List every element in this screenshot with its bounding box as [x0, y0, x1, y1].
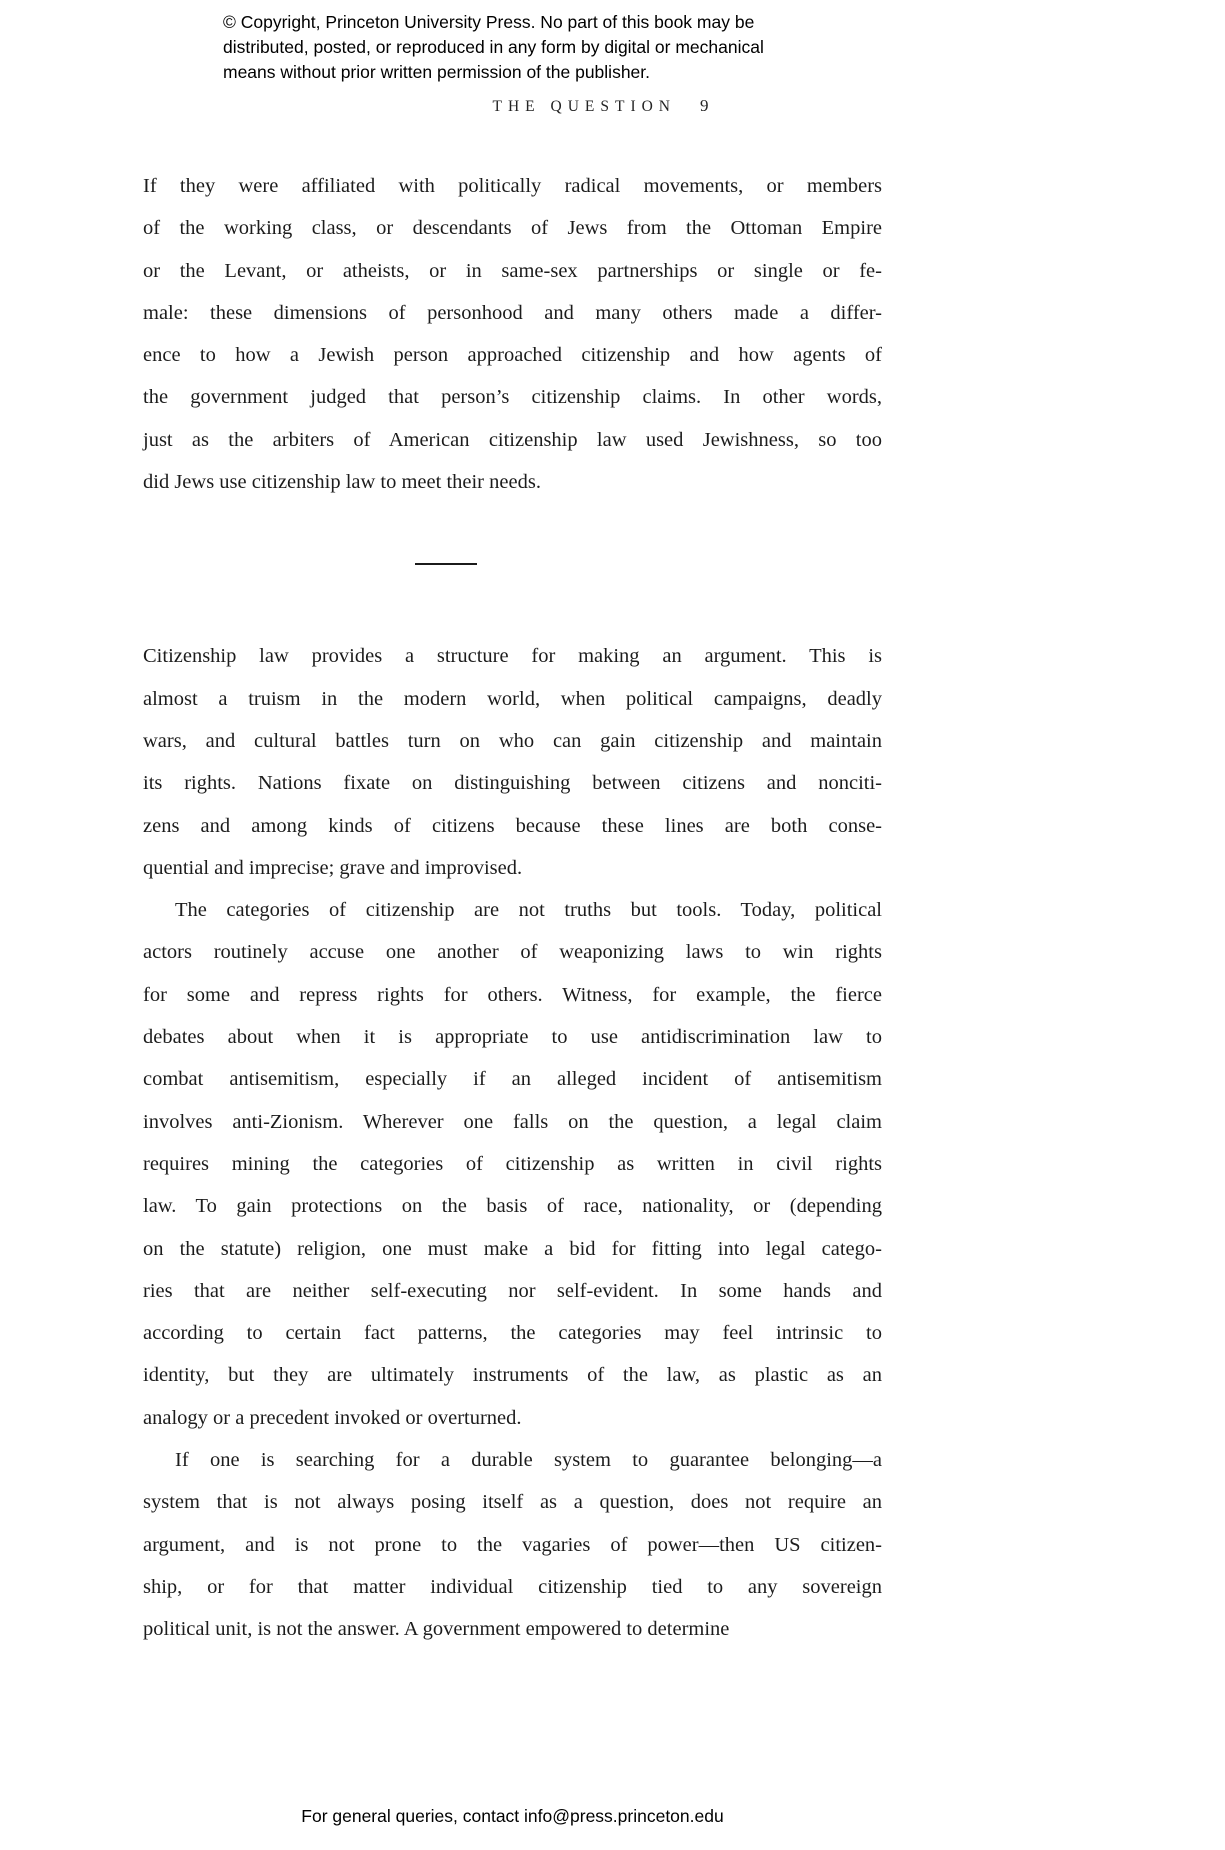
text-line: political unit, is not the answer. A government empowered to determine — [143, 1618, 730, 1641]
text-line: zens and among kinds of citizens because these lines are both conse- — [143, 814, 882, 837]
text-line: quential and imprecise; grave and improvised. — [143, 856, 523, 879]
footer-contact: For general queries, contact info@press.princeton.edu — [301, 1806, 724, 1826]
text-line: argument, and is not prone to the vagaries of power—then US citizen- — [143, 1533, 882, 1556]
text-line: analogy or a precedent invoked or overturned. — [143, 1406, 522, 1429]
text-line: If they were affiliated with politically radical movements, or members — [143, 175, 882, 197]
text-line: for some and repress rights for others. Witness, for example, the fierce — [143, 983, 882, 1006]
text-line: combat antisemitism, especially if an alleged incident of antisemitism — [143, 1068, 882, 1091]
text-line: If one is searching for a durable system to guarantee belonging—a — [175, 1449, 882, 1472]
copyright-line: © Copyright, Princeton University Press. No part of this book may be — [223, 12, 755, 32]
text-line: ence to how a Jewish person approached citizenship and how agents of — [143, 344, 882, 367]
section-divider — [415, 563, 477, 565]
paragraph — [143, 1439, 882, 1650]
text-line: or the Levant, or atheists, or in same-sex partnerships or single or fe- — [143, 259, 882, 282]
text-line: identity, but they are ultimately instruments of the law, as plastic as an — [143, 1364, 882, 1387]
paragraph — [143, 635, 882, 889]
page-number: 9 — [700, 96, 709, 115]
running-head — [231, 96, 970, 116]
text-line: male: these dimensions of personhood and many others made a differ- — [143, 301, 882, 324]
paragraph — [143, 889, 882, 1439]
text-line: ries that are neither self-executing nor self-evident. In some hands and — [143, 1279, 882, 1302]
text-line: its rights. Nations fixate on distinguishing between citizens and nonciti- — [143, 772, 882, 795]
text-line: The categories of citizenship are not truths but tools. Today, political — [175, 899, 882, 922]
text-line: according to certain fact patterns, the categories may feel intrinsic to — [143, 1322, 882, 1345]
text-line: almost a truism in the modern world, when political campaigns, deadly — [143, 687, 882, 710]
text-line: system that is not always posing itself as a question, does not require an — [143, 1491, 882, 1514]
text-line: just as the arbiters of American citizenship law used Jewishness, so too — [143, 428, 882, 451]
text-line: debates about when it is appropriate to use antidiscrimination law to — [143, 1026, 882, 1049]
text-line: ship, or for that matter individual citizenship tied to any sovereign — [143, 1575, 882, 1598]
text-line: the government judged that person’s citizenship claims. In other words, — [143, 386, 882, 409]
text-line: Citizenship law provides a structure for making an argument. This is — [143, 645, 882, 668]
text-line: involves anti-Zionism. Wherever one falls on the question, a legal claim — [143, 1110, 882, 1133]
text-line: of the working class, or descendants of Jews from the Ottoman Empire — [143, 217, 882, 240]
body-text — [143, 165, 882, 1651]
text-line: wars, and cultural battles turn on who can gain citizenship and maintain — [143, 729, 882, 752]
text-line: requires mining the categories of citizenship as written in civil rights — [143, 1152, 882, 1175]
text-line: on the statute) religion, one must make a bid for fitting into legal catego- — [143, 1237, 882, 1260]
copyright-notice — [223, 10, 764, 85]
running-head-title: THE QUESTION — [492, 98, 676, 115]
text-line: did Jews use citizenship law to meet their needs. — [143, 471, 541, 494]
text-line: actors routinely accuse one another of weaponizing laws to win rights — [143, 941, 882, 964]
copyright-line: means without prior written permission of the publisher. — [223, 62, 651, 82]
copyright-line: distributed, posted, or reproduced in any form by digital or mechanical — [223, 37, 764, 57]
paragraph — [143, 165, 882, 503]
text-line: law. To gain protections on the basis of race, nationality, or (depending — [143, 1195, 882, 1218]
